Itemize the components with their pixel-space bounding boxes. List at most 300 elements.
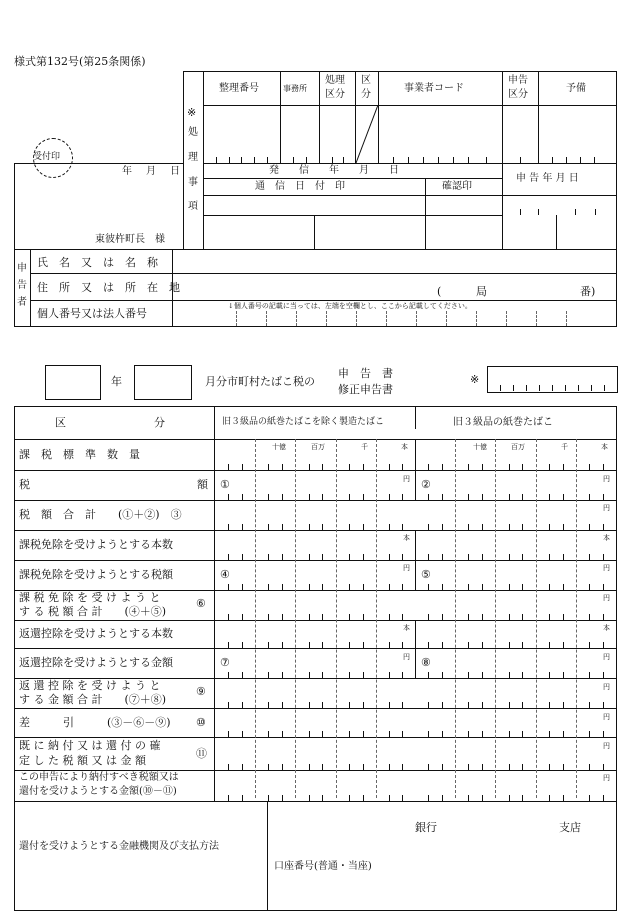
mark-input-tick: [500, 385, 501, 391]
digit-tick: [322, 642, 323, 648]
row-8-b: ⑧: [421, 656, 431, 669]
digit-tick: [363, 494, 364, 500]
digit-tick: [402, 764, 403, 770]
unit-b-juoku: 十億: [473, 443, 487, 451]
digit-tick: [282, 702, 283, 708]
header-shinkoku-2: 区分: [508, 89, 528, 100]
digit-tick: [268, 614, 269, 620]
digit-tick: [228, 702, 229, 708]
declarant-v-2: 告: [17, 280, 27, 291]
digit-tick: [603, 584, 604, 590]
digit-tick: [402, 642, 403, 648]
digit-tick: [282, 731, 283, 737]
digit-tick: [349, 764, 350, 770]
row-8-yen-b: 円: [603, 653, 610, 661]
digit-tick: [268, 642, 269, 648]
digit-tick: [268, 494, 269, 500]
digit-tick: [309, 642, 310, 648]
digit-tick: [589, 702, 590, 708]
digit-tick: [242, 672, 243, 678]
row-9-label2: す る 金 額 合 計 (⑦＋⑧): [19, 693, 167, 706]
digit-tick: [522, 702, 523, 708]
digit-tick: [509, 614, 510, 620]
row-2-b: ②: [421, 478, 431, 491]
phone-ban: 番): [580, 285, 596, 298]
row-5-label: 課税免除を受けようとする税額: [19, 568, 173, 581]
digit-tick: [442, 524, 443, 530]
digit-tick: [428, 464, 429, 470]
row-12-yen: 円: [603, 774, 610, 782]
digit-tick: [522, 494, 523, 500]
digit-tick: [228, 795, 229, 801]
digit-tick: [589, 672, 590, 678]
digit-tick: [522, 642, 523, 648]
header-kubun-2: 分: [361, 89, 371, 100]
row-6-num: ⑥: [196, 597, 206, 610]
digit-tick: [389, 524, 390, 530]
digit-tick: [442, 464, 443, 470]
digit-tick: [389, 554, 390, 560]
unit-b-hyakuman: 百万: [511, 443, 525, 451]
digit-tick: [468, 584, 469, 590]
header-jigyosha: 事業者コード: [404, 83, 464, 94]
digit-tick: [228, 672, 229, 678]
digit-tick: [482, 731, 483, 737]
digit-tick: [363, 464, 364, 470]
row-9-yen: 円: [603, 683, 610, 691]
mark-input-tick: [565, 385, 566, 391]
digit-tick: [468, 494, 469, 500]
digit-tick: [268, 524, 269, 530]
digit-tick: [363, 524, 364, 530]
digit-tick: [228, 642, 229, 648]
digit-tick: [482, 764, 483, 770]
digit-tick: [242, 464, 243, 470]
row-6-label2: す る 税 額 合 計 (④＋⑤): [19, 605, 167, 618]
digit-tick: [589, 642, 590, 648]
mark-mid: ※: [470, 373, 480, 386]
digit-tick: [442, 554, 443, 560]
digit-tick: [549, 494, 550, 500]
header-shinkoku-1: 申告: [508, 75, 528, 86]
digit-tick: [349, 494, 350, 500]
digit-tick: [349, 524, 350, 530]
digit-tick: [349, 464, 350, 470]
digit-tick: [509, 642, 510, 648]
unit-a-juoku: 十億: [272, 443, 286, 451]
shinkoku-date-label: 申 告 年 月 日: [516, 173, 579, 184]
year-input[interactable]: [45, 365, 101, 400]
digit-tick: [228, 764, 229, 770]
digit-tick: [309, 702, 310, 708]
digit-tick: [363, 702, 364, 708]
digit-tick: [402, 554, 403, 560]
digit-tick: [522, 764, 523, 770]
unit-a-sen: 千: [361, 443, 368, 451]
row-10-num: ⑩: [196, 716, 206, 729]
digit-tick: [509, 584, 510, 590]
unit-a-hyakuman: 百万: [311, 443, 325, 451]
digit-tick: [363, 731, 364, 737]
digit-tick: [563, 494, 564, 500]
row-5-a: ④: [220, 568, 230, 581]
digit-tick: [282, 524, 283, 530]
digit-tick: [549, 702, 550, 708]
digit-tick: [549, 584, 550, 590]
digit-tick: [549, 731, 550, 737]
unit-b-hon: 本: [601, 443, 608, 451]
phone-kyoku: 局: [476, 285, 487, 298]
digit-tick: [468, 764, 469, 770]
digit-tick: [389, 494, 390, 500]
digit-tick: [563, 524, 564, 530]
digit-tick: [322, 795, 323, 801]
declarant-v-1: 申: [17, 263, 27, 274]
digit-tick: [402, 731, 403, 737]
digit-tick: [442, 795, 443, 801]
digit-tick: [363, 614, 364, 620]
reception-stamp-label: 受付印: [33, 152, 61, 162]
declarant-address-label: 住 所 又 は 所 在 地: [37, 281, 180, 294]
digit-tick: [428, 672, 429, 678]
digit-tick: [509, 554, 510, 560]
form-title: 様式第132号(第25条関係): [14, 55, 146, 68]
digit-tick: [482, 494, 483, 500]
digit-tick: [589, 614, 590, 620]
digit-tick: [402, 702, 403, 708]
digit-tick: [349, 672, 350, 678]
digit-tick: [522, 464, 523, 470]
digit-tick: [549, 795, 550, 801]
digit-tick: [428, 764, 429, 770]
declarant-name-label: 氏 名 又 は 名 称: [37, 256, 158, 269]
digit-tick: [309, 464, 310, 470]
digit-tick: [482, 795, 483, 801]
mark-input-tick: [552, 385, 553, 391]
digit-tick: [428, 554, 429, 560]
digit-tick: [309, 672, 310, 678]
digit-tick: [349, 642, 350, 648]
digit-tick: [468, 672, 469, 678]
digit-tick: [482, 702, 483, 708]
digit-tick: [282, 614, 283, 620]
declarant-number-label: 個人番号又は法人番号: [37, 307, 147, 320]
digit-tick: [242, 584, 243, 590]
digit-tick: [242, 764, 243, 770]
digit-tick: [402, 464, 403, 470]
row-2-yen-a: 円: [403, 475, 410, 483]
row-4-hon-b: 本: [603, 534, 610, 542]
row-11-label: 既 に 納 付 又 は 還 付 の 確: [19, 739, 161, 752]
row-4-label: 課税免除を受けようとする本数: [19, 538, 173, 551]
digit-tick: [349, 584, 350, 590]
digit-tick: [468, 702, 469, 708]
row-5-yen-a: 円: [403, 564, 410, 572]
row-3-yen: 円: [603, 504, 610, 512]
digit-tick: [428, 795, 429, 801]
digit-tick: [603, 464, 604, 470]
row-2-yen-b: 円: [603, 475, 610, 483]
digit-tick: [468, 795, 469, 801]
digit-tick: [563, 642, 564, 648]
unit-a-hon: 本: [401, 443, 408, 451]
digit-tick: [402, 795, 403, 801]
digit-tick: [589, 764, 590, 770]
digit-tick: [242, 494, 243, 500]
digit-tick: [563, 731, 564, 737]
digit-tick: [322, 494, 323, 500]
digit-tick: [522, 524, 523, 530]
digit-tick: [402, 614, 403, 620]
col-kubun: 区 分: [55, 416, 165, 429]
digit-tick: [389, 642, 390, 648]
digit-tick: [468, 731, 469, 737]
digit-tick: [442, 672, 443, 678]
row-11-yen: 円: [603, 742, 610, 750]
digit-tick: [242, 614, 243, 620]
digit-tick: [603, 672, 604, 678]
row-7-label: 返還控除を受けようとする本数: [19, 627, 173, 640]
bank-label: 銀行: [415, 821, 437, 834]
digit-tick: [349, 614, 350, 620]
row-10-yen: 円: [603, 713, 610, 721]
digit-tick: [309, 494, 310, 500]
digit-tick: [228, 614, 229, 620]
digit-tick: [402, 672, 403, 678]
digit-tick: [549, 554, 550, 560]
digit-tick: [468, 554, 469, 560]
mayor-label: 東彼杵町長 様: [95, 234, 165, 245]
digit-tick: [322, 554, 323, 560]
digit-tick: [282, 642, 283, 648]
digit-tick: [549, 672, 550, 678]
row-2-label: 税: [19, 478, 30, 491]
header-kubun-1: 区: [361, 75, 371, 86]
digit-tick: [563, 795, 564, 801]
digit-tick: [322, 614, 323, 620]
digit-tick: [603, 795, 604, 801]
row-7-hon-b: 本: [603, 624, 610, 632]
hasshin-label: 発 信 年 月 日: [269, 165, 399, 176]
digit-tick: [509, 795, 510, 801]
digit-tick: [282, 464, 283, 470]
digit-tick: [603, 731, 604, 737]
digit-tick: [389, 672, 390, 678]
year-label: 年: [111, 375, 122, 388]
digit-tick: [282, 795, 283, 801]
digit-tick: [589, 731, 590, 737]
digit-tick: [282, 554, 283, 560]
digit-tick: [363, 764, 364, 770]
digit-tick: [349, 795, 350, 801]
digit-tick: [322, 464, 323, 470]
digit-tick: [482, 554, 483, 560]
digit-tick: [563, 614, 564, 620]
refund-label: 還付を受けようとする金融機関及び支払方法: [19, 841, 219, 852]
process-v-3: 事: [188, 177, 198, 188]
header-shori-2: 区分: [325, 89, 345, 100]
digit-tick: [442, 764, 443, 770]
digit-tick: [242, 642, 243, 648]
period-doc1: 申 告 書: [338, 367, 393, 380]
digit-tick: [268, 672, 269, 678]
digit-tick: [509, 702, 510, 708]
digit-tick: [228, 494, 229, 500]
mark-input-tick: [591, 385, 592, 391]
digit-tick: [428, 731, 429, 737]
digit-tick: [268, 554, 269, 560]
row-2-a: ①: [220, 478, 230, 491]
header-seiri: 整理番号: [219, 83, 259, 94]
row-8-yen-a: 円: [403, 653, 410, 661]
digit-tick: [563, 554, 564, 560]
digit-tick: [268, 584, 269, 590]
digit-tick: [442, 494, 443, 500]
digit-tick: [522, 795, 523, 801]
digit-tick: [363, 672, 364, 678]
digit-tick: [428, 524, 429, 530]
header-yobi: 予備: [566, 83, 586, 94]
row-8-label: 返還控除を受けようとする金額: [19, 656, 173, 669]
digit-tick: [268, 464, 269, 470]
digit-tick: [363, 554, 364, 560]
digit-tick: [363, 795, 364, 801]
digit-tick: [282, 764, 283, 770]
digit-tick: [589, 464, 590, 470]
digit-tick: [482, 464, 483, 470]
digit-tick: [389, 731, 390, 737]
digit-tick: [589, 584, 590, 590]
digit-tick: [482, 614, 483, 620]
digit-tick: [482, 672, 483, 678]
mark-input-tick: [604, 385, 605, 391]
row-6-yen: 円: [603, 594, 610, 602]
digit-tick: [268, 702, 269, 708]
mark-input-tick: [513, 385, 514, 391]
header-shori-1: 処理: [325, 75, 345, 86]
digit-tick: [509, 672, 510, 678]
digit-tick: [428, 614, 429, 620]
mark-input-tick: [578, 385, 579, 391]
digit-tick: [322, 584, 323, 590]
digit-tick: [589, 554, 590, 560]
branch-label: 支店: [559, 821, 581, 834]
digit-tick: [468, 614, 469, 620]
digit-tick: [389, 764, 390, 770]
digit-tick: [389, 702, 390, 708]
month-input[interactable]: [134, 365, 192, 400]
digit-tick: [442, 642, 443, 648]
digit-tick: [389, 795, 390, 801]
digit-tick: [509, 764, 510, 770]
digit-tick: [228, 524, 229, 530]
digit-tick: [242, 554, 243, 560]
digit-tick: [549, 642, 550, 648]
process-v-2: 理: [188, 152, 198, 163]
row-3-label: 税 額 合 計 (①＋②) ③: [19, 508, 182, 521]
digit-tick: [589, 524, 590, 530]
digit-tick: [428, 584, 429, 590]
digit-tick: [563, 702, 564, 708]
mark-input-tick: [539, 385, 540, 391]
digit-tick: [349, 731, 350, 737]
digit-tick: [268, 764, 269, 770]
digit-tick: [468, 642, 469, 648]
digit-tick: [309, 554, 310, 560]
digit-tick: [522, 672, 523, 678]
row-5-b: ⑤: [421, 568, 431, 581]
digit-tick: [389, 584, 390, 590]
period-text: 月分市町村たばこ税の: [205, 375, 315, 388]
col-a: 旧３級品の紙巻たばこを除く製造たばこ: [222, 417, 385, 427]
digit-tick: [349, 702, 350, 708]
digit-tick: [442, 702, 443, 708]
tsushin-label: 通 信 日 付 印: [255, 181, 345, 192]
digit-tick: [549, 524, 550, 530]
digit-tick: [309, 584, 310, 590]
digit-tick: [322, 672, 323, 678]
row-9-num: ⑨: [196, 685, 206, 698]
digit-tick: [509, 494, 510, 500]
process-v-4: 項: [188, 201, 198, 212]
kakunin-label: 確認印: [442, 181, 472, 192]
digit-tick: [589, 494, 590, 500]
digit-tick: [309, 614, 310, 620]
digit-tick: [228, 554, 229, 560]
digit-tick: [402, 584, 403, 590]
digit-tick: [228, 464, 229, 470]
col-b: 旧３級品の紙巻たばこ: [453, 417, 553, 428]
date-label: 年 月 日: [122, 166, 182, 177]
digit-tick: [603, 764, 604, 770]
digit-tick: [402, 494, 403, 500]
digit-tick: [309, 731, 310, 737]
digit-tick: [428, 702, 429, 708]
digit-tick: [563, 464, 564, 470]
digit-tick: [468, 524, 469, 530]
digit-tick: [322, 524, 323, 530]
digit-tick: [549, 764, 550, 770]
digit-tick: [509, 731, 510, 737]
digit-tick: [442, 614, 443, 620]
digit-tick: [242, 702, 243, 708]
row-6-label: 課 税 免 除 を 受 け よ う と: [19, 591, 161, 604]
mark-top: ※: [187, 106, 197, 119]
digit-tick: [322, 764, 323, 770]
row-4-hon-a: 本: [403, 534, 410, 542]
number-note: ↓個人番号の記載に当っては、左端を空欄とし、ここから記載してください。: [228, 302, 472, 310]
row-11-label2: 定 し た 税 額 又 は 金 額: [19, 754, 146, 767]
row-12-label2: 還付を受けようとする金額(⑩－⑪): [19, 786, 177, 797]
digit-tick: [402, 524, 403, 530]
digit-tick: [563, 672, 564, 678]
digit-tick: [482, 584, 483, 590]
digit-tick: [282, 584, 283, 590]
digit-tick: [309, 524, 310, 530]
row-2-suffix: 額: [197, 478, 208, 491]
row-7-hon-a: 本: [403, 624, 410, 632]
mark-input-tick: [526, 385, 527, 391]
digit-tick: [282, 494, 283, 500]
digit-tick: [322, 731, 323, 737]
row-12-label: この申告により納付すべき税額又は: [19, 772, 179, 783]
digit-tick: [589, 795, 590, 801]
row-8-a: ⑦: [220, 656, 230, 669]
digit-tick: [603, 614, 604, 620]
digit-tick: [522, 731, 523, 737]
digit-tick: [522, 584, 523, 590]
digit-tick: [603, 524, 604, 530]
